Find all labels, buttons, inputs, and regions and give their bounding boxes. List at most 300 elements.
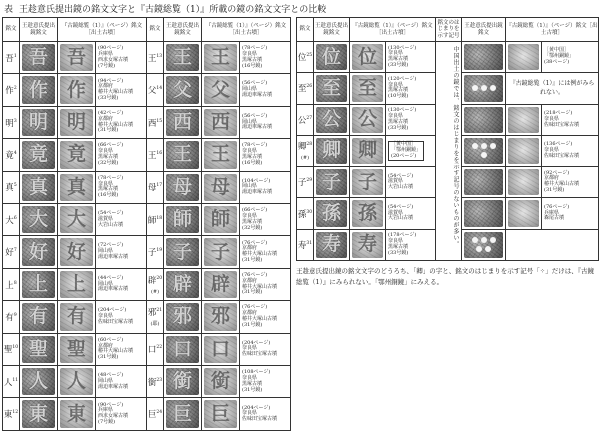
rubbing-glyph: 父 bbox=[172, 78, 192, 101]
character-label: 吾 bbox=[5, 53, 14, 64]
source-info bbox=[542, 42, 599, 73]
header-wang-mirror: 王趁意氏提出鏡銘文 bbox=[20, 18, 58, 42]
character-label: 西 bbox=[147, 118, 157, 129]
character-number: 10 bbox=[12, 345, 19, 351]
rubbing-image bbox=[352, 75, 383, 101]
rubbing-image bbox=[22, 206, 55, 233]
source-info bbox=[240, 333, 291, 365]
source-info bbox=[240, 42, 291, 74]
source-line: 京都府 bbox=[242, 310, 258, 317]
table-row bbox=[3, 333, 291, 365]
rubbing-glyph: 好 bbox=[66, 240, 86, 263]
rubbing-glyph: 寿 bbox=[321, 233, 341, 256]
kokyo-rubbing bbox=[58, 42, 96, 74]
source-line: (16号鏡) bbox=[98, 192, 119, 199]
character-label: 作 bbox=[5, 86, 14, 97]
source-info bbox=[96, 74, 147, 106]
source-line: (120ページ) bbox=[388, 75, 417, 82]
source-line: 大岩山古墳 bbox=[98, 221, 124, 228]
rubbing-glyph: 王 bbox=[210, 143, 230, 166]
rubbing-image bbox=[60, 336, 93, 363]
source-line: 岡山県 bbox=[242, 86, 258, 93]
source-line: 黒塚古墳 bbox=[388, 87, 409, 94]
source-line: 奈良県 bbox=[544, 115, 560, 122]
source-line: (108ページ) bbox=[242, 369, 271, 376]
wang-rubbing bbox=[164, 139, 202, 171]
inscription-character bbox=[147, 42, 164, 74]
source-line: (204ページ) bbox=[98, 307, 127, 314]
rubbing-image bbox=[204, 174, 237, 201]
kokyo-rubbing bbox=[202, 171, 240, 203]
rubbing-glyph: 子 bbox=[210, 240, 230, 263]
rubbing-image bbox=[22, 238, 55, 265]
source-line: 椿井大塚山古墳 bbox=[544, 181, 580, 188]
rubbing-image bbox=[464, 138, 503, 164]
source-line: (42ページ) bbox=[98, 109, 124, 116]
rubbing-image bbox=[166, 271, 199, 298]
source-line: (54ページ) bbox=[388, 203, 414, 210]
kokyo-rubbing bbox=[58, 171, 96, 203]
rubbing-glyph: 母 bbox=[210, 175, 230, 198]
rubbing-glyph: 王 bbox=[172, 46, 192, 69]
source-line: 滋賀県 bbox=[388, 209, 404, 216]
inscription-character bbox=[297, 229, 314, 260]
rubbing-image bbox=[22, 76, 55, 103]
rubbing-image bbox=[352, 232, 383, 258]
source-line: 湯迫車塚古墳 bbox=[242, 124, 273, 131]
source-info bbox=[240, 398, 291, 431]
rubbing-image bbox=[204, 109, 237, 136]
character-number: 29 bbox=[306, 178, 313, 184]
source-line: (10号鏡) bbox=[388, 93, 409, 100]
rubbing-glyph: 卿 bbox=[357, 139, 377, 162]
character-number: 5 bbox=[13, 183, 17, 189]
source-line: 滋賀県 bbox=[388, 178, 404, 185]
rubbing-image bbox=[352, 107, 383, 133]
source-line: 京都府 bbox=[98, 115, 114, 122]
source-line: 黒塚古墳 bbox=[98, 186, 119, 193]
rubbing-glyph: 東 bbox=[66, 402, 86, 425]
character-label: 卿 bbox=[297, 141, 307, 152]
kokyo-rubbing bbox=[58, 333, 96, 365]
source-line: 湯迫車塚古墳 bbox=[98, 286, 129, 293]
rubbing-image bbox=[204, 368, 237, 395]
rubbing-glyph: 有 bbox=[66, 305, 86, 328]
source-line: 岡山県 bbox=[242, 118, 258, 125]
header-kokyo: 『古鏡総覧（1）』（ページ）銘文［出土古墳］ bbox=[58, 18, 147, 42]
inscription-character bbox=[147, 268, 164, 300]
kokyo-rubbing bbox=[350, 229, 386, 260]
rubbing-glyph: 銜 bbox=[172, 370, 192, 393]
rubbing-image bbox=[316, 107, 347, 133]
source-info bbox=[96, 106, 147, 138]
character-label: 位 bbox=[297, 53, 307, 64]
symbol-dots bbox=[470, 143, 498, 158]
character-label: 竟 bbox=[5, 150, 14, 161]
rubbing-glyph: 師 bbox=[210, 208, 230, 231]
header-kokyo: 『古鏡総覧（1）』（ページ）銘文［出土古墳］ bbox=[202, 18, 291, 42]
source-info bbox=[386, 167, 436, 198]
inscription-character bbox=[3, 74, 20, 106]
symbol-dot bbox=[490, 85, 496, 91]
source-line: 黒塚古墳 bbox=[242, 56, 263, 63]
rubbing-image bbox=[60, 141, 93, 168]
kokyo-rubbing bbox=[202, 366, 240, 398]
source-line: (92ページ) bbox=[544, 169, 570, 176]
table-row bbox=[3, 366, 291, 398]
source-info bbox=[96, 236, 147, 268]
character-label: 人 bbox=[3, 377, 13, 388]
character-label: 真 bbox=[5, 183, 14, 194]
rubbing-glyph: 吾 bbox=[28, 46, 48, 69]
rubbing-image bbox=[204, 271, 237, 298]
source-info bbox=[386, 104, 436, 135]
rubbing-image bbox=[60, 400, 93, 428]
source-line: 黒塚古墳 bbox=[242, 380, 263, 387]
character-label: 王 bbox=[147, 53, 157, 64]
source-line: 滋賀県 bbox=[98, 215, 114, 222]
source-line: 湯迫車塚古墳 bbox=[98, 383, 129, 390]
character-number: 30 bbox=[306, 209, 313, 215]
rubbing-image bbox=[60, 303, 93, 330]
inscription-character bbox=[297, 135, 314, 166]
character-label: 王 bbox=[147, 150, 157, 161]
start-symbol-rubbing bbox=[462, 104, 506, 135]
rubbing-image bbox=[352, 200, 383, 226]
source-info bbox=[240, 171, 291, 203]
kokyo-rubbing bbox=[350, 104, 386, 135]
character-number: 12 bbox=[12, 410, 19, 416]
symbol-dot bbox=[485, 246, 491, 252]
rubbing-image bbox=[508, 44, 539, 70]
footnote: 王趁意氏提出鏡の銘文文字のどうろち、「卿」の字と、銘文のはじまりを示す記号「⁘」だけは、『古鏡総覧（1）』にみられない。「鄂州銅鏡」にみえる。 bbox=[296, 267, 594, 286]
kokyo-rubbing bbox=[58, 268, 96, 300]
rubbing-glyph: 師 bbox=[172, 208, 192, 231]
start-symbol-rubbing bbox=[462, 135, 506, 166]
source-line: 「鄂州銅鏡」 bbox=[391, 147, 422, 154]
wang-rubbing bbox=[164, 74, 202, 106]
rubbing-image bbox=[316, 169, 347, 195]
source-line: 奈良県 bbox=[388, 50, 404, 57]
source-line: (56ページ) bbox=[242, 80, 268, 87]
wang-rubbing bbox=[20, 42, 58, 74]
wang-rubbing bbox=[20, 366, 58, 398]
source-line: 椿井大塚山古墳 bbox=[242, 251, 278, 258]
source-info bbox=[386, 42, 436, 73]
wang-rubbing bbox=[20, 236, 58, 268]
character-number: 9 bbox=[13, 313, 17, 319]
wang-rubbing bbox=[164, 268, 202, 300]
rubbing-image bbox=[464, 107, 503, 133]
rubbing-glyph: 好 bbox=[28, 240, 48, 263]
rubbing-glyph: 母 bbox=[172, 175, 192, 198]
source-line: 黒塚古墳 bbox=[388, 243, 409, 250]
rubbing-glyph: 上 bbox=[28, 273, 48, 296]
inscription-character bbox=[297, 104, 314, 135]
rubbing-image bbox=[464, 44, 503, 70]
kokyo-rubbing bbox=[506, 104, 542, 135]
source-line: (32号鏡) bbox=[98, 159, 119, 166]
inscription-character bbox=[297, 198, 314, 229]
source-line: (56ページ) bbox=[242, 112, 268, 119]
source-info bbox=[96, 333, 147, 365]
rubbing-glyph: 寿 bbox=[357, 233, 377, 256]
rubbing-image bbox=[22, 303, 55, 330]
rubbing-image bbox=[22, 141, 55, 168]
wang-rubbing bbox=[314, 104, 350, 135]
source-line: 椿井大塚山古墳 bbox=[98, 121, 134, 128]
rubbing-image bbox=[166, 368, 199, 395]
kokyo-rubbing bbox=[506, 42, 542, 73]
rubbing-image bbox=[464, 169, 503, 195]
rubbing-image bbox=[204, 238, 237, 265]
kokyo-rubbing bbox=[202, 236, 240, 268]
source-line: 椿井大塚山古墳 bbox=[98, 348, 134, 355]
inscription-character bbox=[3, 366, 20, 398]
rubbing-glyph: 王 bbox=[172, 143, 192, 166]
source-line: (16号鏡) bbox=[242, 159, 263, 166]
character-label: 父 bbox=[147, 86, 157, 97]
source-line: 湯迫車塚古墳 bbox=[242, 189, 273, 196]
source-info bbox=[96, 398, 147, 431]
source-line: (76ページ) bbox=[242, 271, 268, 278]
source-line: 兵庫県 bbox=[544, 209, 560, 216]
source-line: (76ページ) bbox=[544, 203, 570, 210]
rubbing-glyph: 卿 bbox=[321, 139, 341, 162]
rubbing-image bbox=[316, 200, 347, 226]
character-number: 18 bbox=[156, 215, 163, 221]
source-line: 佐味田宝塚古墳 bbox=[242, 351, 278, 358]
header-kokyo: 『古鏡総覧（1）』（ページ）銘文［出土古墳］ bbox=[506, 18, 599, 42]
source-line: 奈良県 bbox=[242, 148, 258, 155]
wang-rubbing bbox=[164, 333, 202, 365]
rubbing-image bbox=[22, 271, 55, 298]
header-start-symbol: 銘文のはじまりを示す記号 bbox=[436, 18, 462, 42]
character-number: 16 bbox=[156, 151, 163, 157]
rubbing-image bbox=[166, 44, 199, 71]
rubbing-image bbox=[316, 138, 347, 164]
source-line: 岡山県 bbox=[98, 248, 114, 255]
source-line: 奈良県 bbox=[98, 313, 114, 320]
rubbing-image bbox=[204, 303, 237, 330]
character-number: 22 bbox=[156, 345, 163, 351]
kokyo-rubbing bbox=[350, 198, 386, 229]
character-label: 好 bbox=[5, 248, 14, 259]
table-row bbox=[3, 42, 291, 74]
source-line: 奈良県 bbox=[544, 147, 560, 154]
source-info bbox=[240, 301, 291, 333]
wang-rubbing bbox=[314, 73, 350, 104]
source-line: 奈良県 bbox=[242, 374, 258, 381]
kokyo-rubbing bbox=[58, 366, 96, 398]
wang-rubbing bbox=[20, 268, 58, 300]
rubbing-glyph: 西 bbox=[210, 111, 230, 134]
inscription-character bbox=[297, 42, 314, 73]
rubbing-glyph: 口 bbox=[210, 337, 230, 360]
source-info bbox=[96, 301, 147, 333]
source-line: (16号鏡) bbox=[242, 62, 263, 69]
start-symbol-rubbing bbox=[462, 167, 506, 198]
symbol-dot bbox=[476, 246, 482, 252]
wang-rubbing bbox=[20, 333, 58, 365]
source-info bbox=[240, 236, 291, 268]
source-info bbox=[386, 73, 436, 104]
inscription-character bbox=[147, 398, 164, 431]
source-line: (31号鏡) bbox=[98, 354, 119, 361]
character-variant: (#) bbox=[300, 154, 310, 161]
source-line: (31号鏡) bbox=[242, 256, 263, 263]
source-line: 奈良県 bbox=[388, 112, 404, 119]
wang-rubbing bbox=[20, 301, 58, 333]
source-info bbox=[96, 204, 147, 236]
table-row bbox=[3, 171, 291, 203]
comparison-table-left bbox=[2, 17, 291, 431]
source-info bbox=[96, 366, 147, 398]
character-number: 19 bbox=[156, 248, 163, 254]
source-line: (60ページ) bbox=[98, 336, 124, 343]
source-line: (31号鏡) bbox=[98, 127, 119, 134]
wang-rubbing bbox=[20, 398, 58, 431]
source-info bbox=[240, 106, 291, 138]
rubbing-glyph: 真 bbox=[28, 175, 48, 198]
source-info bbox=[386, 229, 436, 260]
source-line: (72ページ) bbox=[98, 242, 124, 249]
table-row bbox=[3, 301, 291, 333]
rubbing-glyph: 邪 bbox=[172, 305, 192, 328]
wang-rubbing bbox=[20, 171, 58, 203]
source-line: 奈良県 bbox=[242, 50, 258, 57]
rubbing-glyph: 明 bbox=[28, 111, 48, 134]
document-title bbox=[4, 2, 326, 15]
source-line: (204ページ) bbox=[242, 339, 271, 346]
source-line: (31号鏡) bbox=[242, 289, 263, 296]
kokyo-rubbing bbox=[58, 204, 96, 236]
source-line: 黒塚古墳 bbox=[388, 56, 409, 63]
rubbing-image bbox=[166, 238, 199, 265]
source-line: (7号鏡) bbox=[98, 419, 116, 426]
source-line: 湯迫車塚古墳 bbox=[242, 92, 273, 98]
rubbing-image bbox=[508, 138, 539, 164]
source-line: (78ページ) bbox=[98, 174, 124, 181]
rubbing-glyph: 巨 bbox=[210, 402, 230, 425]
character-label: 母 bbox=[147, 183, 157, 194]
symbol-dot bbox=[490, 237, 496, 243]
character-number: 13 bbox=[156, 53, 163, 59]
character-number: 4 bbox=[13, 151, 17, 157]
source-line: (104ページ) bbox=[242, 177, 271, 184]
rubbing-glyph: 明 bbox=[66, 111, 86, 134]
character-number: 8 bbox=[13, 280, 17, 286]
rubbing-image bbox=[204, 76, 237, 103]
wang-rubbing bbox=[20, 106, 58, 138]
source-line: 椿井大塚山古墳 bbox=[242, 315, 278, 322]
character-label: 寿 bbox=[297, 240, 307, 251]
rubbing-glyph: 大 bbox=[66, 208, 86, 231]
source-line: (78ページ) bbox=[242, 142, 268, 149]
kokyo-rubbing bbox=[202, 301, 240, 333]
source-line: (32号鏡) bbox=[242, 224, 263, 231]
kokyo-rubbing bbox=[202, 139, 240, 171]
rubbing-image bbox=[22, 368, 55, 395]
source-line: (130ページ) bbox=[388, 44, 417, 51]
rubbing-glyph: 竟 bbox=[28, 143, 48, 166]
source-line: 奈良県 bbox=[98, 148, 114, 155]
source-line: 岡山県 bbox=[98, 280, 114, 287]
source-line: 奈良県 bbox=[242, 410, 258, 417]
source-line: (136ページ) bbox=[544, 141, 573, 148]
source-line: 西求女塚古墳 bbox=[98, 413, 129, 420]
rubbing-image bbox=[60, 109, 93, 136]
inscription-character bbox=[297, 73, 314, 104]
symbol-dot bbox=[472, 143, 478, 149]
source-line: (44ページ) bbox=[98, 274, 124, 281]
source-line: 京都府 bbox=[98, 342, 114, 349]
kokyo-rubbing bbox=[350, 167, 386, 198]
character-number: 25 bbox=[306, 53, 313, 59]
wang-rubbing bbox=[314, 167, 350, 198]
wang-rubbing bbox=[164, 42, 202, 74]
character-label: 巨 bbox=[147, 410, 157, 421]
character-number: 26 bbox=[306, 84, 313, 90]
rubbing-image bbox=[60, 44, 93, 71]
source-line: 椿井大塚山古墳 bbox=[242, 283, 278, 290]
rubbing-glyph: 西 bbox=[172, 111, 192, 134]
character-label: 公 bbox=[297, 115, 307, 126]
symbol-dots bbox=[470, 237, 498, 252]
rubbing-glyph: 位 bbox=[357, 45, 377, 68]
wang-rubbing bbox=[314, 42, 350, 73]
inscription-character bbox=[3, 171, 20, 203]
rubbing-glyph: 辟 bbox=[210, 273, 230, 296]
inscription-character bbox=[147, 366, 164, 398]
rubbing-glyph: 真 bbox=[66, 175, 86, 198]
empty-cell bbox=[506, 229, 599, 260]
source-line: 奈良県 bbox=[388, 238, 404, 245]
symbol-dot bbox=[481, 237, 487, 243]
rubbing-image bbox=[166, 206, 199, 233]
source-line: (178ページ) bbox=[388, 232, 417, 239]
wang-rubbing bbox=[164, 204, 202, 236]
source-info bbox=[96, 42, 147, 74]
table-row bbox=[3, 236, 291, 268]
rubbing-image bbox=[464, 75, 503, 101]
rubbing-glyph: 吾 bbox=[66, 46, 86, 69]
source-line: 奈良県 bbox=[242, 212, 258, 219]
start-symbol-rubbing bbox=[462, 198, 506, 229]
symbol-dot bbox=[481, 143, 487, 149]
source-line: 大岩山古墳 bbox=[388, 215, 414, 222]
rubbing-image bbox=[508, 169, 539, 195]
source-line: (66ページ) bbox=[98, 142, 124, 149]
comparison-table-right bbox=[296, 17, 599, 261]
source-line: (54ページ) bbox=[98, 210, 124, 217]
wang-rubbing bbox=[20, 139, 58, 171]
inscription-character bbox=[3, 236, 20, 268]
rubbing-glyph: 作 bbox=[66, 78, 86, 101]
source-info bbox=[542, 167, 599, 198]
character-number: 20 bbox=[156, 275, 163, 281]
character-number: 11 bbox=[12, 377, 19, 383]
rubbing-glyph: 父 bbox=[210, 78, 230, 101]
rubbing-glyph: 竟 bbox=[66, 143, 86, 166]
character-number: 21 bbox=[156, 308, 163, 314]
source-line: 佐味田宝塚古墳 bbox=[544, 121, 580, 128]
rubbing-image bbox=[508, 200, 539, 226]
wang-rubbing bbox=[164, 171, 202, 203]
character-variant: (耶) bbox=[150, 320, 160, 327]
character-number: 6 bbox=[13, 215, 17, 221]
rubbing-image bbox=[316, 44, 347, 70]
